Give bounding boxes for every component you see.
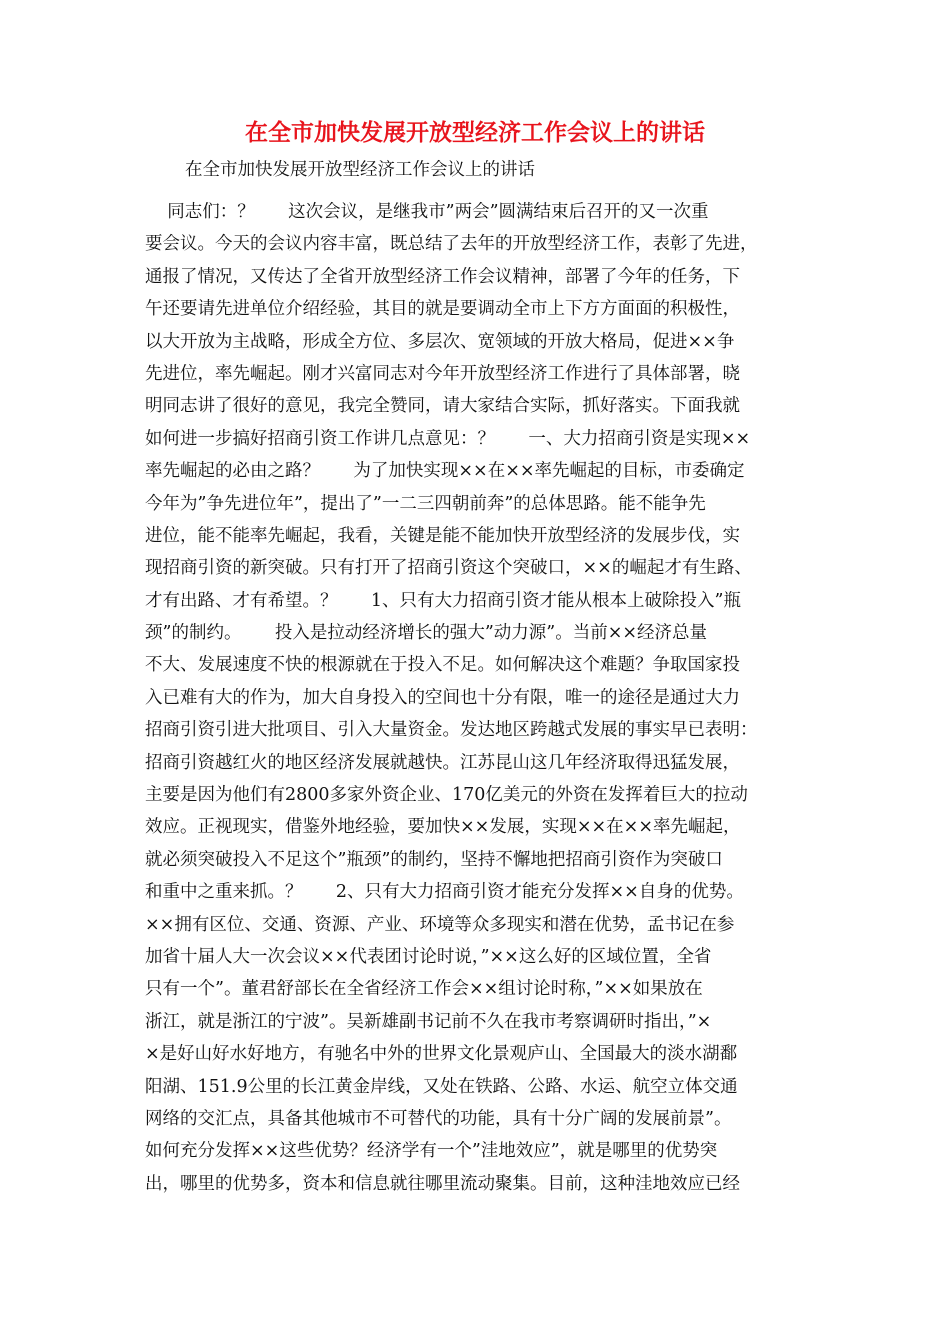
body-line bbox=[145, 488, 815, 520]
body-line-text: 通报了情况，又传达了全省开放型经济工作会议精神，部署了今年的任务，下 bbox=[145, 266, 740, 287]
body-line-text: 不大、发展速度不快的根源就在于投入不足。如何解决这个难题？争取国家投 bbox=[145, 655, 740, 676]
body-line bbox=[145, 1168, 815, 1200]
body-line bbox=[145, 1135, 815, 1167]
body-line-text: 率先崛起的必由之路？ 为了加快实现××在××率先崛起的目标，市委确定 bbox=[145, 461, 745, 482]
body-line-text: 今年为”争先进位年”，提出了”一二三四朝前奔”的总体思路。能不能争先 bbox=[145, 493, 706, 514]
body-line bbox=[145, 585, 815, 617]
body-line bbox=[145, 552, 815, 584]
body-line bbox=[145, 1071, 815, 1103]
body-line-text: 招商引资越红火的地区经济发展就越快。江苏昆山这几年经济取得迅猛发展， bbox=[145, 752, 740, 773]
body-line-text: 先进位，率先崛起。刚才兴富同志对今年开放型经济工作进行了具体部署，晓 bbox=[145, 363, 740, 384]
body-line bbox=[145, 293, 815, 325]
body-line bbox=[145, 811, 815, 843]
body-line bbox=[145, 261, 815, 293]
body-line-text: 如何充分发挥××这些优势？经济学有一个”洼地效应”，就是哪里的优势突 bbox=[145, 1141, 718, 1162]
body-line-text: 以大开放为主战略，形成全方位、多层次、宽领域的开放大格局，促进××争 bbox=[145, 331, 735, 352]
body-line bbox=[145, 649, 815, 681]
body-line-text: 进位，能不能率先崛起，我看，关键是能不能加快开放型经济的发展步伐，实 bbox=[145, 525, 740, 546]
body-line bbox=[145, 1038, 815, 1070]
body-line bbox=[145, 876, 815, 908]
body-line-text: 出，哪里的优势多，资本和信息就往哪里流动聚集。目前，这种洼地效应已经 bbox=[145, 1173, 740, 1194]
body-line bbox=[145, 682, 815, 714]
body-line-text: 同志们：？ 这次会议，是继我市”两会”圆满结束后召开的又一次重 bbox=[145, 202, 709, 222]
body-line bbox=[145, 358, 815, 390]
body-line-text: ××拥有区位、交通、资源、产业、环境等众多现实和潜在优势，孟书记在参 bbox=[145, 914, 735, 935]
body-line-text: 加省十届人大一次会议××代表团讨论时说，”××这么好的区域位置，全省 bbox=[145, 946, 712, 967]
body-line-text: 网络的交汇点，具备其他城市不可替代的功能，具有十分广阔的发展前景”。 bbox=[145, 1108, 732, 1129]
body-line-text: 入已难有大的作为，加大自身投入的空间也十分有限，唯一的途径是通过大力 bbox=[145, 687, 740, 708]
body-line-text: ×是好山好水好地方，有驰名中外的世界文化景观庐山、全国最大的淡水湖鄱 bbox=[145, 1044, 738, 1065]
body-line bbox=[145, 941, 815, 973]
body-line bbox=[145, 844, 815, 876]
body-line-text: 效应。正视现实，借鉴外地经验，要加快××发展，实现××在××率先崛起， bbox=[145, 817, 741, 838]
body-line bbox=[145, 1103, 815, 1135]
body-line-text: 午还要请先进单位介绍经验，其目的就是要调动全市上下方方面面的积极性， bbox=[145, 299, 740, 320]
body-line bbox=[145, 747, 815, 779]
body-line bbox=[145, 779, 815, 811]
body-line-text: 主要是因为他们有2800多家外资企业、170亿美元的外资在发挥着巨大的拉动 bbox=[145, 785, 748, 806]
body-line-text: 和重中之重来抓。？ 2、只有大力招商引资才能充分发挥××自身的优势。 bbox=[145, 882, 744, 903]
body-line bbox=[145, 520, 815, 552]
body-line bbox=[145, 714, 815, 746]
body-line bbox=[145, 1006, 815, 1038]
body-line-text: 招商引资引进大批项目、引入大量资金。发达地区跨越式发展的事实早已表明： bbox=[145, 720, 758, 741]
body-line-text: 只有一个”。董君舒部长在全省经济工作会××组讨论时称，”××如果放在 bbox=[145, 979, 703, 1000]
body-line bbox=[145, 455, 815, 487]
body-line bbox=[145, 390, 815, 422]
body-line-text: 阳湖、151.9公里的长江黄金岸线，又处在铁路、公路、水运、航空立体交通 bbox=[145, 1076, 738, 1097]
body-line-text: 现招商引资的新突破。只有打开了招商引资这个突破口，××的崛起才有生路、 bbox=[145, 558, 752, 579]
body-line bbox=[145, 326, 815, 358]
body-line-text: 浙江，就是浙江的宁波”。吴新雄副书记前不久在我市考察调研时指出，”× bbox=[145, 1011, 712, 1032]
body-line-text: 明同志讲了很好的意见，我完全赞同，请大家结合实际，抓好落实。下面我就 bbox=[145, 396, 740, 417]
body-line bbox=[145, 196, 815, 228]
document-body bbox=[145, 196, 815, 1200]
body-line-text: 如何进一步搞好招商引资工作讲几点意见：？ 一、大力招商引资是实现×× bbox=[145, 428, 751, 449]
body-line bbox=[145, 617, 815, 649]
body-line-text: 就必须突破投入不足这个”瓶颈”的制约，坚持不懈地把招商引资作为突破口 bbox=[145, 849, 723, 870]
body-line bbox=[145, 423, 815, 455]
body-line-text: 要会议。今天的会议内容丰富，既总结了去年的开放型经济工作，表彰了先进， bbox=[145, 234, 758, 255]
body-line bbox=[145, 973, 815, 1005]
body-line-text: 颈”的制约。 投入是拉动经济增长的强大”动力源”。当前××经济总量 bbox=[145, 623, 708, 644]
body-line bbox=[145, 909, 815, 941]
body-line-text: 才有出路、才有希望。？ 1、只有大力招商引资才能从根本上破除投入”瓶 bbox=[145, 590, 741, 611]
document-title: 在全市加快发展开放型经济工作会议上的讲话 bbox=[245, 120, 705, 146]
document-subtitle: 在全市加快发展开放型经济工作会议上的讲话 bbox=[185, 160, 535, 180]
body-line bbox=[145, 228, 815, 260]
